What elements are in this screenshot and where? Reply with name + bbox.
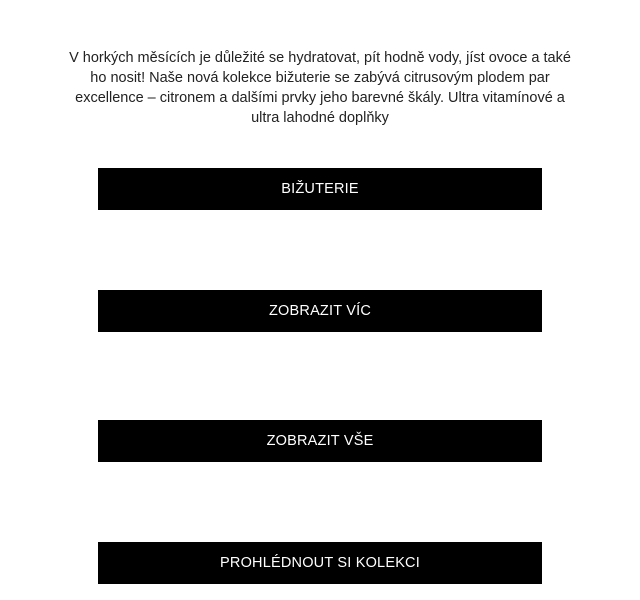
show-more-button[interactable]: ZOBRAZIT VÍC [98, 290, 542, 332]
intro-paragraph: V horkých měsících je důležité se hydratovat, pít hodně vody, jíst ovoce a také ho nosit! Naše nová kolekce bižuterie se zabývá citrusovým plodem par excellence – citronem a dalšími prvky jeho barevné škály. Ultra vitamínové a ultra lahodné doplňky [69, 50, 571, 126]
browse-collection-button[interactable]: PROHLÉDNOUT SI KOLEKCI [98, 542, 542, 584]
bizuterie-button[interactable]: BIŽUTERIE [98, 168, 542, 210]
show-all-button[interactable]: ZOBRAZIT VŠE [98, 420, 542, 462]
